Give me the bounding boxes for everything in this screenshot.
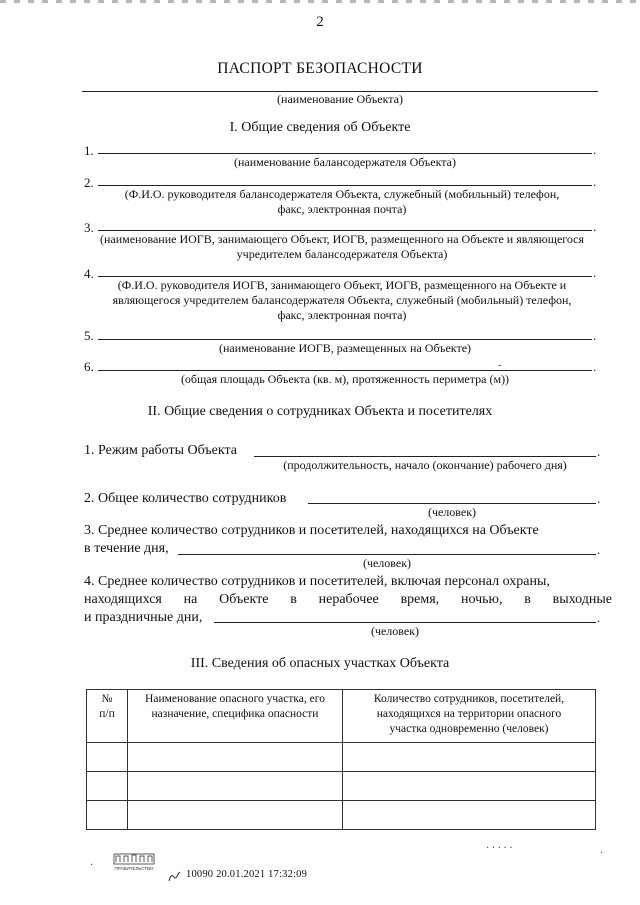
col-count-header: Количество сотрудников, посетителей, находящихся на территории опасного участка одновременно (человек) [343,690,596,743]
avg-night-line-1: 4. Среднее количество сотрудников и посетителей, включая персонал охраны, [84,574,550,589]
item-4-number: 4. [84,266,94,281]
avg-day-line-1: 3. Среднее количество сотрудников и посетителей, находящихся на Объекте [84,523,539,538]
item-5-number: 5. [84,328,94,343]
table-header-row [87,690,596,743]
item-3-caption-line-1: (наименование ИОГВ, занимающего Объект, ИОГВ, размещенного на Объекте и являющегося [99,232,585,246]
avg-night-line [214,622,596,623]
item-4-caption-line-2: являющегося учредителем балансодержателя Объекта, служебный (мобильный) телефон, [112,293,572,307]
item-2-caption-line-2: факс, электронная почта) [277,202,407,216]
item-3-number: 3. [84,220,94,235]
signature-mark-icon [168,871,182,883]
scan-edge-artifact [0,0,640,3]
col-number-header: № п/п [87,690,128,743]
item-3-line [98,230,592,231]
item-5-line [98,339,592,340]
work-mode-caption: (продолжительность, начало (окончание) рабочего дня) [283,458,567,472]
avg-day-line [178,554,596,555]
item-1-number: 1. [84,143,94,158]
item-4-caption-line-1: (Ф.И.О. руководителя ИОГВ, занимающего Объект, ИОГВ, размещенного на Объекте и [117,278,567,292]
avg-night-line-3: и праздничные дни, [84,610,203,625]
work-mode-label: 1. Режим работы Объекта [84,443,237,458]
item-1-caption: (наименование балансодержателя Объекта) [234,155,456,169]
total-employees-label: 2. Общее количество сотрудников [84,491,287,506]
item-6-caption: (общая площадь Объекта (кв. м), протяженность периметра (м)) [180,372,510,386]
document-registration-id: 10090 20.01.2021 17:32:09 [186,869,308,880]
stamp-text: ПРАВИТЕЛЬСТВО [114,866,154,871]
table-row [87,801,596,830]
section-3-heading: III. Сведения об опасных участках Объекта [190,656,450,671]
item-4-caption-line-3: факс, электронная почта) [277,308,407,322]
col-name-header: Наименование опасного участка, его назначение, специфика опасности [128,690,343,743]
document-page: 2 ПАСПОРТ БЕЗОПАСНОСТИ (наименование Объекта) I. Общие сведения об Объекте 1. . (наименование балансодержателя Объекта) 2. . (Ф.И.О. руководителя балансодержателя Объекта, служебный (мобильный) телефон, факс, электронная почта) 3. . (наименование ИОГВ, занимающего Объект, ИОГВ, размещенного на Объекте и являющегося учредителем балансодержателя Объекта) 4. . (Ф.И.О. руководителя ИОГВ, занимающего Объект, ИОГВ, размещенного на Объекте и являющегося учредителем балансодержателя Объекта, служебный (мобильный) телефон, факс, электронная почта) 5. . (наименование ИОГВ, размещенных на Объекте) 6. . (общая площадь Объекта (кв. м), протяженность периметра (м)) II. Общие сведения о сотрудниках Объекта и посетителях 1. Режим работы Объекта . (продолжительность, начало (окончание) рабочего дня) 2. Общее количество сотрудников . (человек) 3. Среднее количество сотрудников и посетителей, находящихся на Объекте в течение дня, . (человек) 4. Среднее количество сотрудников и посетителей, включая персонал охраны, находящихся на Объекте в нерабочее время, ночью, в выходные и праздничные дни, . (человек) III. Сведения об опасных участках Объекта № п/п Наименование опасного участка, его назначение, специфика опасности Количество сотрудников, посетителей, находящихся на территории опасного участка одновременно (человек) ПРАВИТЕЛЬСТВО 10090 20.01.2021 17:32:09 · · · · · · · - [0,0,640,905]
avg-night-caption: (человек) [370,624,420,638]
section-2-heading: II. Общие сведения о сотрудниках Объекта и посетителях [147,404,493,419]
total-employees-line [308,503,596,504]
table-row [87,743,596,772]
avg-day-caption: (человек) [362,556,412,570]
work-mode-line [254,456,596,457]
item-1-line [98,153,592,154]
section-1-heading: I. Общие сведения об Объекте [229,120,411,135]
item-6-number: 6. [84,359,94,374]
item-2-line [98,185,592,186]
page-number: 2 [316,14,324,30]
hazard-table [86,689,596,830]
avg-night-line-2: находящихся на Объекте в нерабочее время, ночью, в выходные [84,592,612,607]
item-3-caption-line-2: учредителем балансодержателя Объекта) [236,247,448,261]
item-2-caption-line-1: (Ф.И.О. руководителя балансодержателя Объекта, служебный (мобильный) телефон, [124,187,560,201]
document-title: ПАСПОРТ БЕЗОПАСНОСТИ [217,60,423,77]
table-row [87,772,596,801]
object-name-caption: (наименование Объекта) [277,92,403,106]
item-2-number: 2. [84,175,94,190]
government-stamp-icon [106,852,162,872]
total-employees-caption: (человек) [427,505,477,519]
item-5-caption: (наименование ИОГВ, размещенных на Объекте) [218,341,472,355]
avg-day-line-2: в течение дня, [84,541,169,556]
item-6-line [98,370,592,371]
item-4-line [98,276,592,277]
